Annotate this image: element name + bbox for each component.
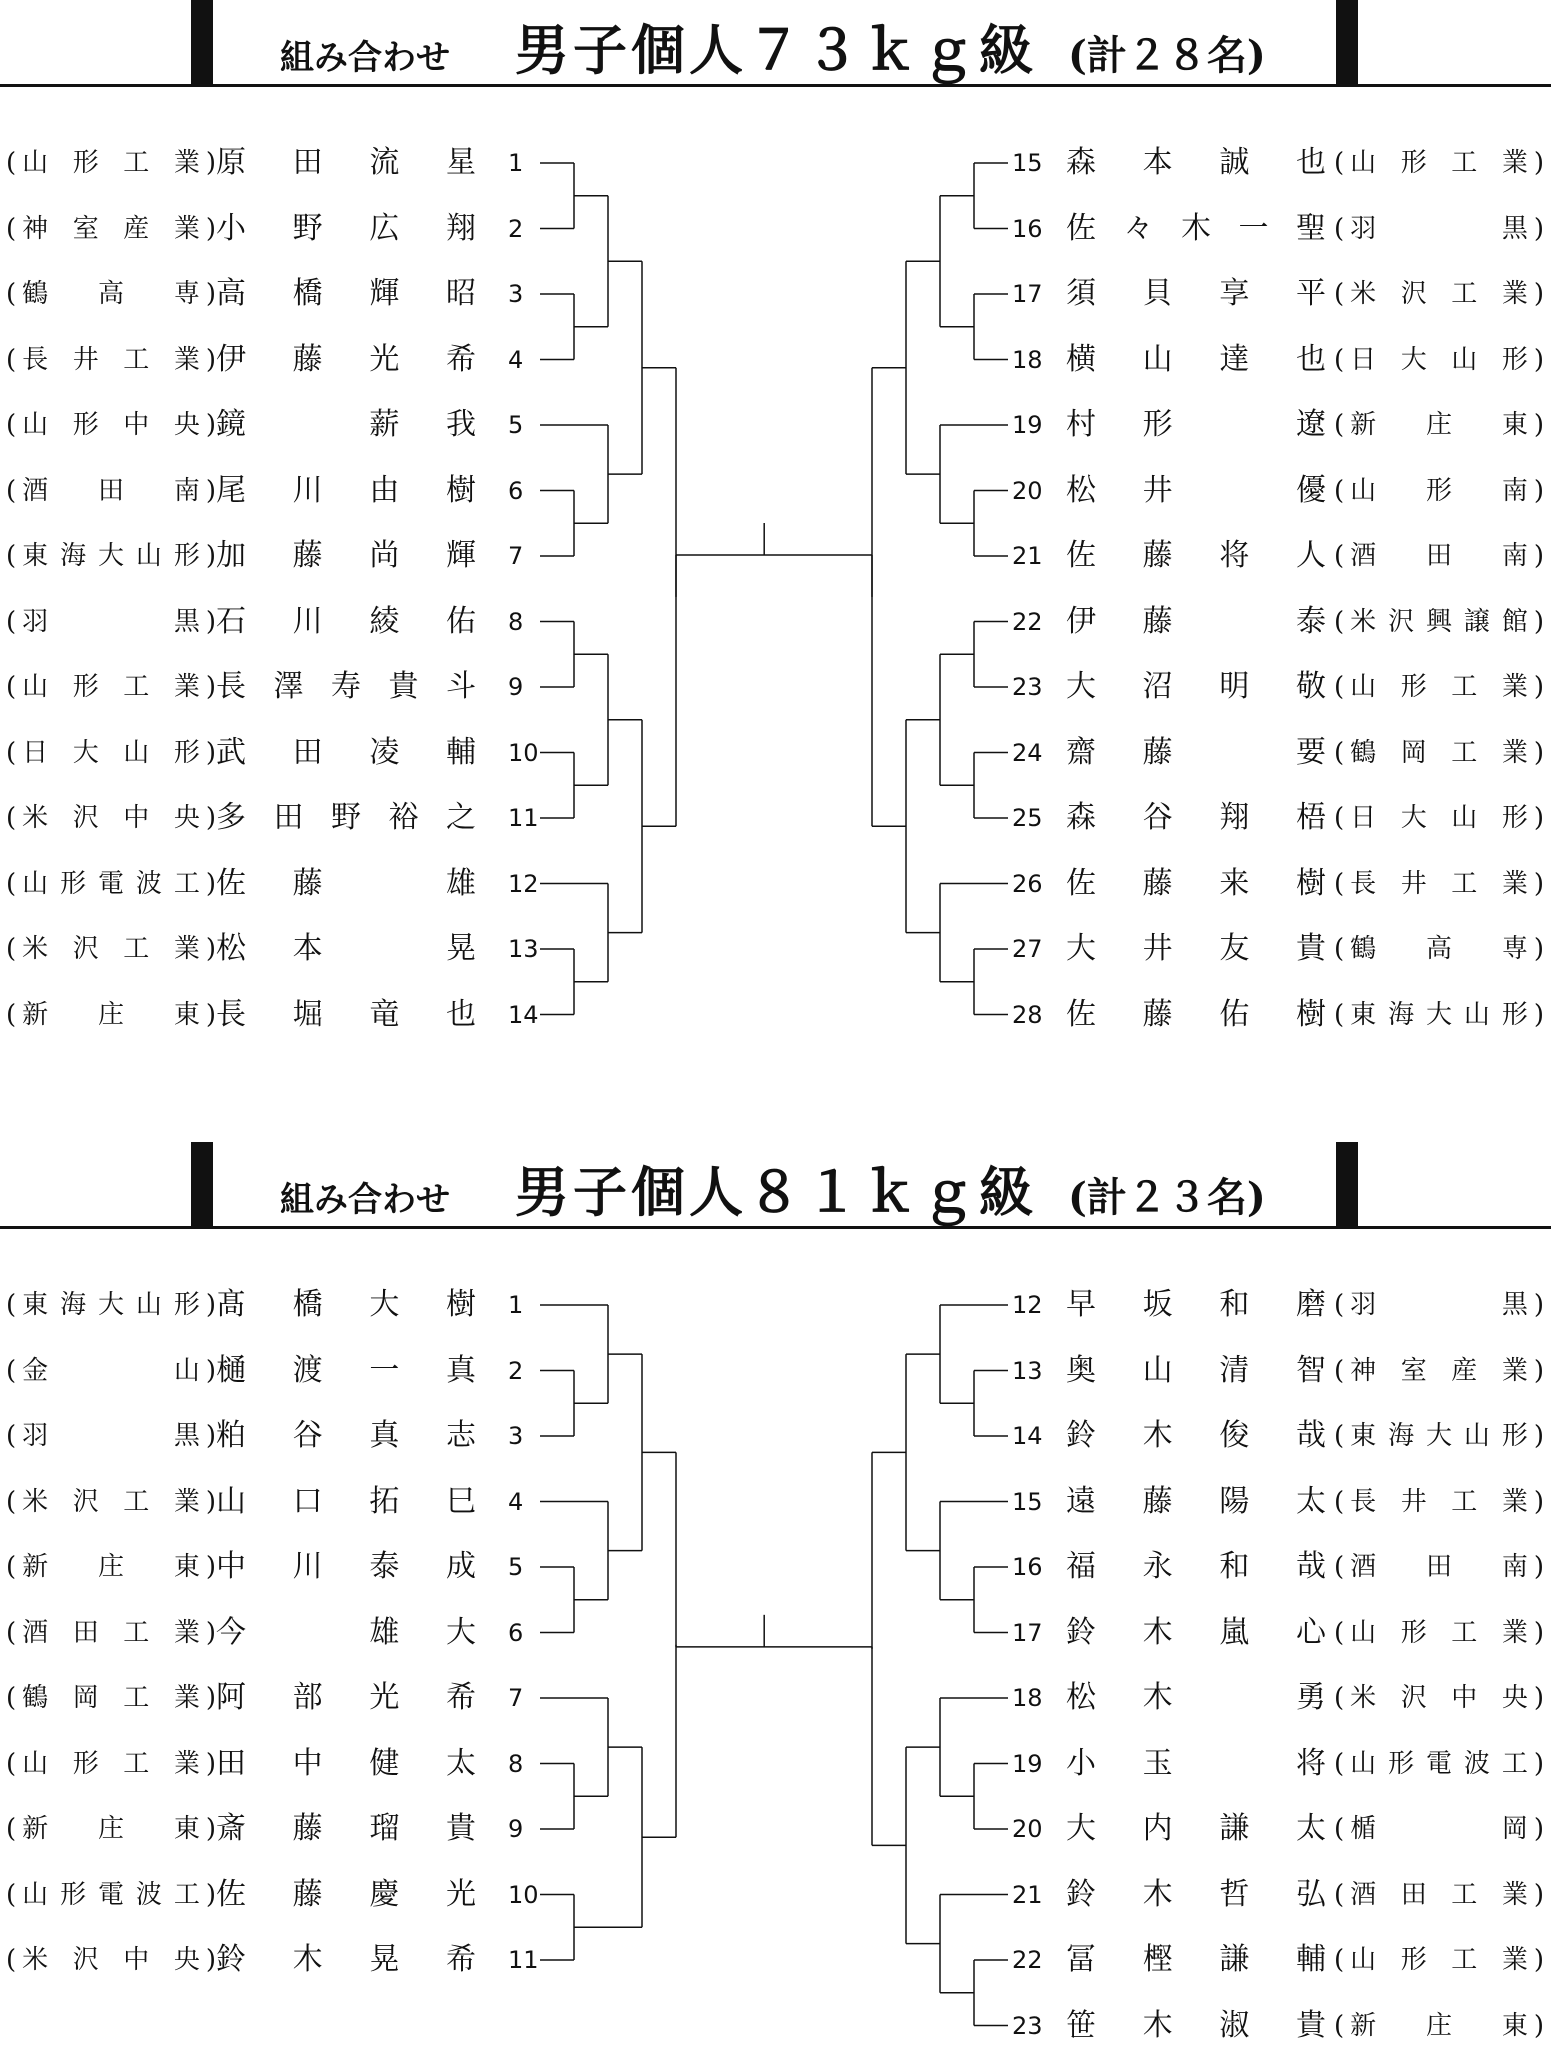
paren-open: ( <box>1334 999 1345 1030</box>
competitor-name: 森本誠也 <box>1066 145 1326 180</box>
competitor-name: 笹木淑貴 <box>1066 2007 1326 2043</box>
competitor-name: 今 雄大 <box>216 1614 476 1650</box>
header-label: 組み合わせ <box>280 1180 450 1220</box>
competitor-name: 村形 遼 <box>1066 407 1326 442</box>
competitor-name: 鏡 薪我 <box>216 407 476 442</box>
club-text: 山形工業 <box>22 672 200 702</box>
bracket-81kg <box>0 1142 1551 2048</box>
bracket-lines <box>0 1142 1551 2048</box>
competitor-name: 大井友貴 <box>1066 931 1326 966</box>
club-text: 米沢中央 <box>1350 1683 1528 1713</box>
club-text: 鶴岡工業 <box>1350 737 1528 768</box>
paren-open: ( <box>1334 148 1345 178</box>
club-text: 山形工業 <box>1350 148 1528 178</box>
club-text: 鶴高専 <box>22 279 200 309</box>
paren-close: ) <box>1533 475 1544 506</box>
paren-close: ) <box>1533 868 1544 899</box>
paren-open: ( <box>1334 1748 1345 1779</box>
club-text: 山形工業 <box>1350 672 1528 702</box>
club-text: 山形南 <box>1350 475 1528 506</box>
club-text: 酒田工業 <box>22 1617 200 1648</box>
paren-close: ) <box>205 1355 216 1386</box>
seed-number: 9 <box>508 673 524 701</box>
paren-close: ) <box>1533 1290 1544 1320</box>
paren-close: ) <box>205 803 216 833</box>
club-text: 米沢中央 <box>22 1945 200 1975</box>
paren-close: ) <box>205 213 216 244</box>
competitor-name: 髙橋大樹 <box>216 1287 476 1322</box>
paren-close: ) <box>1533 1617 1544 1648</box>
paren-open: ( <box>6 344 17 375</box>
participant-count: (計２８名) <box>1068 32 1266 79</box>
seed-number: 26 <box>1012 869 1043 898</box>
club-text: 山形工業 <box>22 148 200 178</box>
paren-open: ( <box>6 541 17 571</box>
competitor-name: 佐々木一聖 <box>1066 210 1326 246</box>
club-text: 山形電波工 <box>1350 1748 1528 1779</box>
seed-number: 24 <box>1012 738 1043 767</box>
competitor-name: 粕谷真志 <box>216 1418 476 1453</box>
seed-number: 8 <box>508 607 524 636</box>
club-text: 酒田南 <box>1350 1552 1528 1582</box>
competitor-name: 鈴木哲弘 <box>1066 1876 1326 1912</box>
paren-open: ( <box>1334 606 1345 637</box>
competitor-name: 佐藤佑樹 <box>1066 996 1326 1032</box>
paren-open: ( <box>6 1355 17 1386</box>
seed-number: 2 <box>508 1356 524 1385</box>
paren-open: ( <box>6 868 17 899</box>
club-text: 米沢工業 <box>22 934 200 964</box>
club-text: 山形工業 <box>1350 1617 1528 1648</box>
paren-close: ) <box>205 1486 216 1517</box>
paren-open: ( <box>6 934 17 964</box>
competitor-name: 原田流星 <box>216 145 476 180</box>
paren-open: ( <box>1334 672 1345 702</box>
paren-open: ( <box>6 1486 17 1517</box>
seed-number: 21 <box>1012 1880 1043 1909</box>
paren-close: ) <box>205 148 216 178</box>
competitor-name: 大内謙太 <box>1066 1811 1326 1846</box>
paren-close: ) <box>205 1683 216 1713</box>
paren-close: ) <box>1533 1879 1544 1910</box>
seed-number: 20 <box>1012 1815 1043 1843</box>
paren-open: ( <box>6 213 17 244</box>
club-text: 山形電波工 <box>22 868 200 899</box>
seed-number: 13 <box>1012 1356 1043 1385</box>
club-text: 羽 黒 <box>22 606 200 637</box>
paren-open: ( <box>6 672 17 702</box>
seed-number: 22 <box>1012 607 1043 636</box>
paren-open: ( <box>1334 868 1345 899</box>
paren-close: ) <box>1533 213 1544 244</box>
seed-number: 3 <box>508 1422 524 1450</box>
seed-number: 4 <box>508 1487 524 1516</box>
paren-close: ) <box>205 606 216 637</box>
seed-number: 10 <box>508 738 539 767</box>
club-text: 神室産業 <box>22 213 200 244</box>
paren-close: ) <box>1533 148 1544 178</box>
competitor-name: 遠藤陽太 <box>1066 1483 1326 1519</box>
competitor-name: 冨樫謙輔 <box>1066 1942 1326 1977</box>
club-text: 酒田南 <box>22 475 200 506</box>
paren-open: ( <box>1334 213 1345 244</box>
paren-close: ) <box>1533 1486 1544 1517</box>
paren-close: ) <box>1533 1814 1544 1844</box>
paren-open: ( <box>6 803 17 833</box>
club-text: 日大山形 <box>22 737 200 768</box>
club-text: 米沢興譲館 <box>1350 606 1528 637</box>
paren-open: ( <box>6 1748 17 1779</box>
competitor-name: 奥山清智 <box>1066 1352 1326 1388</box>
paren-close: ) <box>205 999 216 1030</box>
paren-open: ( <box>6 999 17 1030</box>
paren-close: ) <box>205 279 216 309</box>
paren-open: ( <box>1334 344 1345 375</box>
club-text: 新庄東 <box>22 1552 200 1582</box>
seed-number: 17 <box>1012 1618 1043 1647</box>
paren-close: ) <box>1533 803 1544 833</box>
seed-number: 3 <box>508 280 524 308</box>
competitor-name: 中川泰成 <box>216 1549 476 1584</box>
paren-close: ) <box>205 1945 216 1975</box>
paren-close: ) <box>1533 1945 1544 1975</box>
paren-open: ( <box>1334 1814 1345 1844</box>
paren-open: ( <box>1334 1683 1345 1713</box>
paren-close: ) <box>1533 1421 1544 1451</box>
header-label: 組み合わせ <box>280 38 450 78</box>
competitor-name: 長澤寿貴斗 <box>216 669 476 704</box>
seed-number: 18 <box>1012 1684 1043 1712</box>
competitor-name: 武田凌輔 <box>216 734 476 770</box>
seed-number: 1 <box>508 149 524 177</box>
seed-number: 23 <box>1012 673 1043 701</box>
paren-open: ( <box>6 148 17 178</box>
competitor-name: 鈴木晃希 <box>216 1942 476 1977</box>
paren-close: ) <box>1533 1552 1544 1582</box>
competitor-name: 横山達也 <box>1066 341 1326 377</box>
seed-number: 12 <box>508 869 539 898</box>
paren-close: ) <box>1533 934 1544 964</box>
club-text: 長井工業 <box>1350 868 1528 899</box>
paren-close: ) <box>205 868 216 899</box>
paren-close: ) <box>205 1290 216 1320</box>
paren-open: ( <box>6 1421 17 1451</box>
seed-number: 7 <box>508 1684 524 1712</box>
seed-number: 11 <box>508 1946 539 1974</box>
seed-number: 2 <box>508 214 524 243</box>
participant-count: (計２３名) <box>1068 1174 1266 1221</box>
club-text: 東海大山形 <box>1350 1421 1528 1451</box>
seed-number: 6 <box>508 1618 524 1647</box>
club-text: 羽 黒 <box>1350 213 1528 244</box>
paren-open: ( <box>6 1879 17 1910</box>
paren-close: ) <box>205 737 216 768</box>
competitor-name: 須貝享平 <box>1066 276 1326 311</box>
paren-open: ( <box>1334 1355 1345 1386</box>
seed-number: 13 <box>508 935 539 963</box>
club-text: 神室産業 <box>1350 1355 1528 1386</box>
competitor-name: 伊藤 泰 <box>1066 603 1326 639</box>
competitor-name: 佐藤来樹 <box>1066 865 1326 901</box>
paren-open: ( <box>6 606 17 637</box>
seed-number: 14 <box>508 1000 539 1029</box>
paren-close: ) <box>205 344 216 375</box>
seed-number: 19 <box>1012 411 1043 439</box>
paren-open: ( <box>1334 475 1345 506</box>
seed-number: 7 <box>508 542 524 570</box>
paren-open: ( <box>6 1552 17 1582</box>
seed-number: 12 <box>1012 1291 1043 1319</box>
seed-number: 19 <box>1012 1749 1043 1778</box>
competitor-name: 早坂和磨 <box>1066 1287 1326 1322</box>
paren-open: ( <box>1334 1879 1345 1910</box>
competitor-name: 佐藤慶光 <box>216 1876 476 1912</box>
bracket-title: 男子個人７３ｋｇ級 <box>515 18 1037 82</box>
paren-close: ) <box>205 672 216 702</box>
paren-close: ) <box>205 934 216 964</box>
paren-open: ( <box>1334 1945 1345 1975</box>
paren-open: ( <box>6 279 17 309</box>
club-text: 新庄東 <box>22 1814 200 1844</box>
paren-close: ) <box>1533 672 1544 702</box>
competitor-name: 斎藤瑠貴 <box>216 1811 476 1846</box>
paren-open: ( <box>1334 934 1345 964</box>
paren-open: ( <box>1334 1552 1345 1582</box>
seed-number: 28 <box>1012 1000 1043 1029</box>
club-text: 東海大山形 <box>22 541 200 571</box>
paren-close: ) <box>1533 737 1544 768</box>
paren-close: ) <box>205 1748 216 1779</box>
seed-number: 5 <box>508 1553 524 1581</box>
club-text: 米沢工業 <box>22 1486 200 1517</box>
competitor-name: 鈴木俊哉 <box>1066 1418 1326 1453</box>
paren-open: ( <box>1334 2010 1345 2041</box>
competitor-name: 松本 晃 <box>216 931 476 966</box>
paren-close: ) <box>1533 1683 1544 1713</box>
paren-close: ) <box>1533 279 1544 309</box>
paren-close: ) <box>205 475 216 506</box>
club-text: 新庄東 <box>22 999 200 1030</box>
paren-open: ( <box>1334 410 1345 440</box>
paren-open: ( <box>6 1290 17 1320</box>
paren-open: ( <box>1334 279 1345 309</box>
paren-close: ) <box>1533 999 1544 1030</box>
paren-open: ( <box>6 1617 17 1648</box>
club-text: 東海大山形 <box>1350 999 1528 1030</box>
seed-number: 5 <box>508 411 524 439</box>
club-text: 日大山形 <box>1350 803 1528 833</box>
club-text: 羽 黒 <box>1350 1290 1528 1320</box>
seed-number: 10 <box>508 1880 539 1909</box>
seed-number: 27 <box>1012 935 1043 963</box>
paren-open: ( <box>1334 737 1345 768</box>
paren-open: ( <box>1334 541 1345 571</box>
seed-number: 11 <box>508 804 539 832</box>
seed-number: 17 <box>1012 280 1043 308</box>
paren-open: ( <box>1334 1617 1345 1648</box>
competitor-name: 尾川由樹 <box>216 472 476 508</box>
seed-number: 18 <box>1012 345 1043 374</box>
club-text: 山形中央 <box>22 410 200 440</box>
club-text: 楯 岡 <box>1350 1814 1528 1844</box>
competitor-name: 松木 勇 <box>1066 1680 1326 1715</box>
seed-number: 15 <box>1012 1487 1043 1516</box>
club-text: 山形工業 <box>22 1748 200 1779</box>
competitor-name: 松井 優 <box>1066 472 1326 508</box>
paren-close: ) <box>1533 344 1544 375</box>
paren-close: ) <box>205 1421 216 1451</box>
seed-number: 21 <box>1012 542 1043 570</box>
competitor-name: 田中健太 <box>216 1745 476 1781</box>
competitor-name: 高橋輝昭 <box>216 276 476 311</box>
competitor-name: 鈴木嵐心 <box>1066 1614 1326 1650</box>
seed-number: 16 <box>1012 1553 1043 1581</box>
paren-open: ( <box>6 1683 17 1713</box>
paren-close: ) <box>205 410 216 440</box>
competitor-name: 石川綾佑 <box>216 603 476 639</box>
seed-number: 22 <box>1012 1946 1043 1974</box>
paren-open: ( <box>6 475 17 506</box>
competitor-name: 伊藤光希 <box>216 341 476 377</box>
competitor-name: 福永和哉 <box>1066 1549 1326 1584</box>
competitor-name: 齋藤 要 <box>1066 734 1326 770</box>
paren-close: ) <box>205 1552 216 1582</box>
paren-close: ) <box>205 541 216 571</box>
club-text: 新庄東 <box>1350 410 1528 440</box>
club-text: 新庄東 <box>1350 2010 1528 2041</box>
club-text: 米沢工業 <box>1350 279 1528 309</box>
paren-open: ( <box>1334 1421 1345 1451</box>
paren-open: ( <box>1334 803 1345 833</box>
paren-open: ( <box>6 1945 17 1975</box>
club-text: 羽 黒 <box>22 1421 200 1451</box>
club-text: 長井工業 <box>1350 1486 1528 1517</box>
paren-close: ) <box>205 1617 216 1648</box>
competitor-name: 佐藤 雄 <box>216 865 476 901</box>
seed-number: 8 <box>508 1749 524 1778</box>
club-text: 長井工業 <box>22 344 200 375</box>
seed-number: 23 <box>1012 2011 1043 2040</box>
paren-close: ) <box>1533 2010 1544 2041</box>
seed-number: 25 <box>1012 804 1043 832</box>
competitor-name: 山口拓巳 <box>216 1483 476 1519</box>
club-text: 金 山 <box>22 1355 200 1386</box>
seed-number: 1 <box>508 1291 524 1319</box>
club-text: 鶴高専 <box>1350 934 1528 964</box>
club-text: 酒田工業 <box>1350 1879 1528 1910</box>
paren-close: ) <box>1533 606 1544 637</box>
paren-open: ( <box>1334 1290 1345 1320</box>
paren-close: ) <box>1533 1748 1544 1779</box>
paren-close: ) <box>1533 410 1544 440</box>
seed-number: 14 <box>1012 1422 1043 1450</box>
paren-close: ) <box>1533 1355 1544 1386</box>
competitor-name: 小玉 将 <box>1066 1745 1326 1781</box>
club-text: 酒田南 <box>1350 541 1528 571</box>
club-text: 日大山形 <box>1350 344 1528 375</box>
competitor-name: 長堀竜也 <box>216 996 476 1032</box>
paren-open: ( <box>6 410 17 440</box>
competitor-name: 樋渡一真 <box>216 1352 476 1388</box>
competitor-name: 小野広翔 <box>216 210 476 246</box>
competitor-name: 多田野裕之 <box>216 800 476 835</box>
club-text: 東海大山形 <box>22 1290 200 1320</box>
club-text: 鶴岡工業 <box>22 1683 200 1713</box>
club-text: 米沢中央 <box>22 803 200 833</box>
paren-open: ( <box>6 737 17 768</box>
competitor-name: 大沼明敬 <box>1066 669 1326 704</box>
paren-open: ( <box>1334 1486 1345 1517</box>
seed-number: 9 <box>508 1815 524 1843</box>
paren-close: ) <box>1533 541 1544 571</box>
paren-close: ) <box>205 1879 216 1910</box>
club-text: 山形電波工 <box>22 1879 200 1910</box>
seed-number: 15 <box>1012 149 1043 177</box>
bracket-title: 男子個人８１ｋｇ級 <box>515 1160 1037 1224</box>
competitor-name: 阿部光希 <box>216 1680 476 1715</box>
paren-close: ) <box>205 1814 216 1844</box>
seed-number: 6 <box>508 476 524 505</box>
seed-number: 20 <box>1012 476 1043 505</box>
competitor-name: 佐藤将人 <box>1066 538 1326 573</box>
competitor-name: 森谷翔梧 <box>1066 800 1326 835</box>
seed-number: 4 <box>508 345 524 374</box>
competitor-name: 加藤尚輝 <box>216 538 476 573</box>
paren-open: ( <box>6 1814 17 1844</box>
seed-number: 16 <box>1012 214 1043 243</box>
club-text: 山形工業 <box>1350 1945 1528 1975</box>
